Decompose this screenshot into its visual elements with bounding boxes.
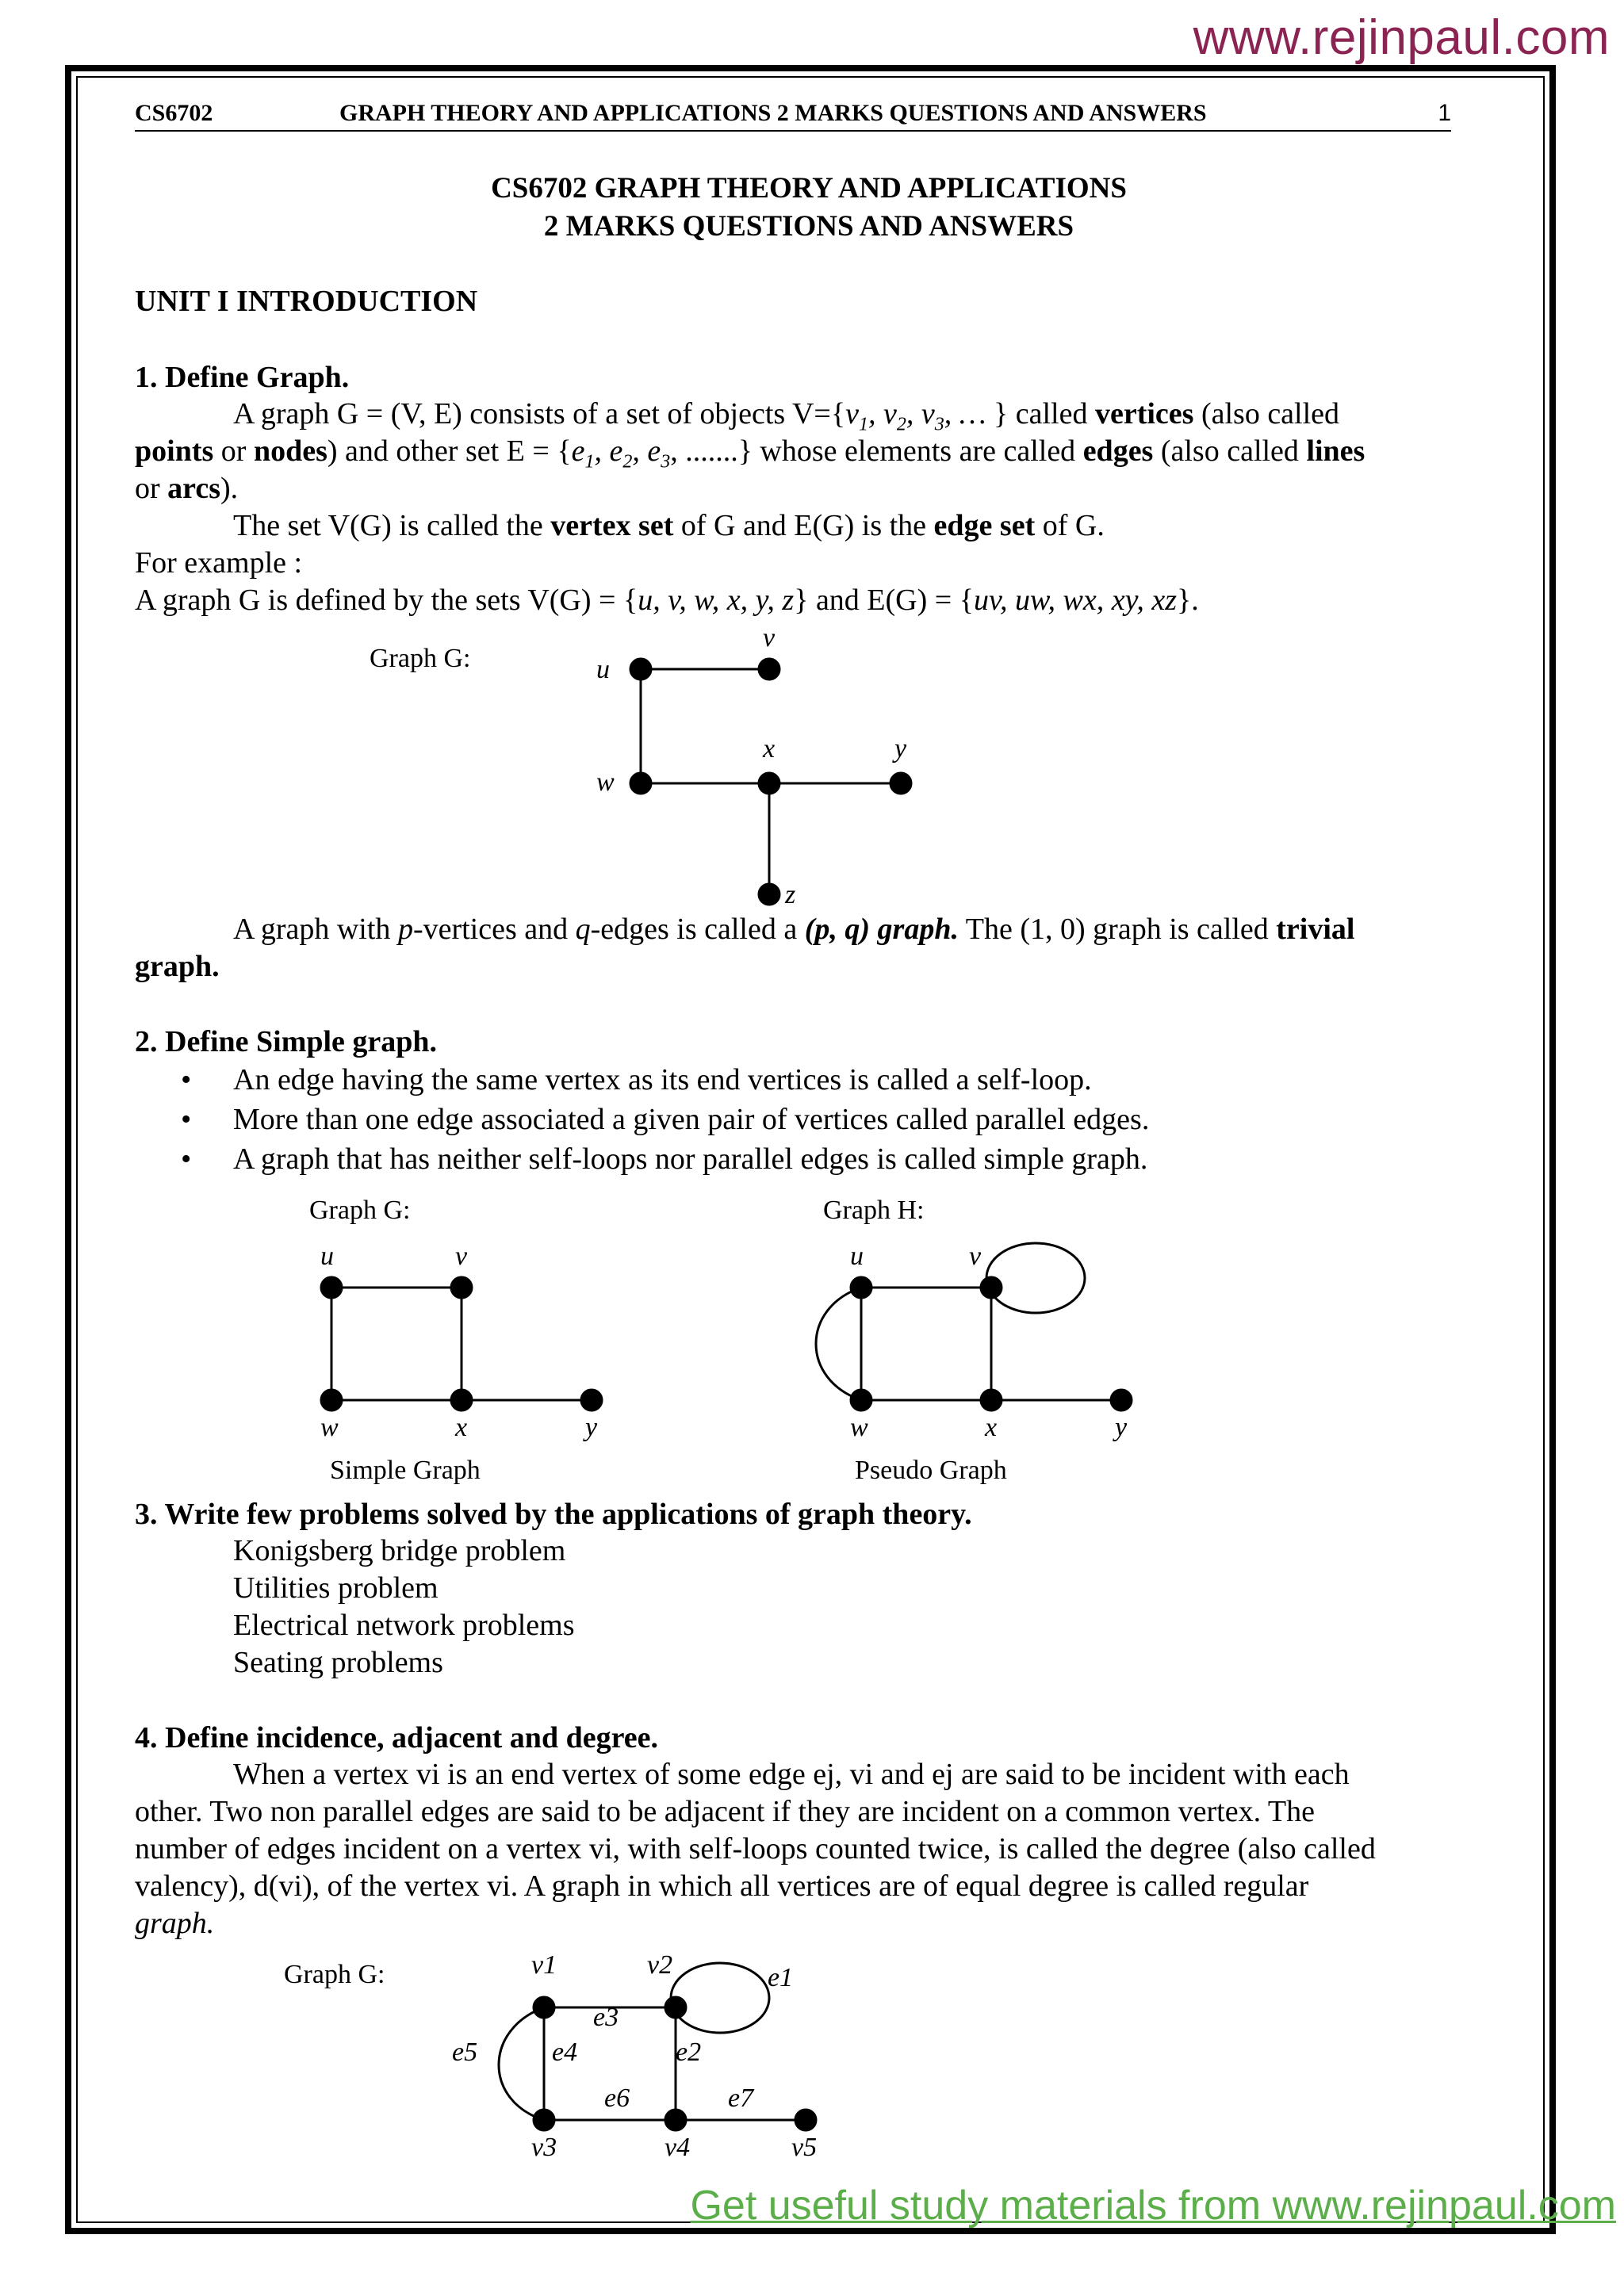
q1-label-w: w [596,767,615,797]
q2-g-label-w: w [320,1413,339,1442]
q4-line-2: other. Two non parallel edges are said to be adjacent if they are incident on a common vertex. The [135,1795,1315,1828]
q4-label-v4: v4 [665,2133,691,2162]
q2-bullet-1: An edge having the same vertex as its end vertices is called a self-loop. [233,1063,1092,1096]
q4-line-3: number of edges incident on a vertex vi, with self-loops counted twice, is called the degree (also called [135,1832,1376,1866]
vertex-u [630,659,651,679]
q4-label-v3: v3 [531,2133,557,2162]
q4-line-1: When a vertex vi is an end vertex of some edge ej, vi and ej are said to be incident with each [233,1758,1350,1791]
q2-bullet-3: A graph that has neither self-loops nor parallel edges is called simple graph. [233,1142,1148,1176]
q1-label-v: v [763,623,776,652]
bullet-marker: • [181,1142,192,1176]
q2-bullet-2: More than one edge associated a given pair of vertices called parallel edges. [233,1103,1150,1136]
q4-label-e3: e3 [593,2003,619,2032]
q2-h-label-x: x [985,1413,998,1442]
q2-simple-caption: Simple Graph [330,1456,481,1485]
q1-label-z: z [785,880,796,909]
doc-title-line1: CS6702 GRAPH THEORY AND APPLICATIONS [491,172,1127,205]
q2-graph-g-label: Graph G: [309,1196,411,1225]
q4-label-v5: v5 [791,2133,818,2162]
bullet-marker: • [181,1063,192,1096]
q1-para3-line2: graph. [135,950,220,983]
q2-g-label-x: x [455,1413,468,1442]
q1-para2: The set V(G) is called the vertex set of G and E(G) is the edge set of G. [233,509,1105,542]
q4-graph-label: Graph G: [284,1960,385,1989]
watermark-top[interactable]: www.rejinpaul.com [1193,10,1610,65]
q4-label-e5: e5 [452,2038,478,2067]
q1-graph-label: Graph G: [370,644,471,673]
q1-para1-line2: points or nodes) and other set $E = \{e_1$, $e_2$, $e_3$, .......} whose elements are called edges (also called lines [135,434,1365,473]
q3-item-4: Seating problems [233,1646,443,1679]
q1-label-y: y [894,734,907,763]
header-course-code: CS6702 [135,100,213,126]
bullet-marker: • [181,1103,192,1136]
q2-simple-graph [321,1277,602,1410]
q1-para3-line1: A graph with p-vertices and q-edges is called a (p, q) graph. The (1, 0) graph is called trivial [233,913,1355,946]
q4-label-v2: v2 [647,1950,673,1980]
q3-heading: 3. Write few problems solved by the applications of graph theory. [135,1498,972,1531]
q4-label-e6: e6 [604,2084,630,2113]
q2-h-label-u: u [850,1242,864,1271]
q2-h-label-y: y [1115,1413,1128,1442]
q2-graph-h-label: Graph H: [823,1196,925,1225]
q1-heading: 1. Define Graph. [135,361,350,394]
q4-label-v1: v1 [531,1950,557,1980]
q1-para1-line1: A graph G = (V, E) consists of a set of objects $V=\{v_1$, $v_2$, $v_3$, … } called vertices (also called [233,397,1340,435]
watermark-bottom[interactable]: Get useful study materials from www.rejinpaul.com [690,2183,1616,2229]
vertex-y [891,773,911,794]
q4-label-e2: e2 [676,2038,702,2067]
header-title: GRAPH THEORY AND APPLICATIONS 2 MARKS QUESTIONS AND ANSWERS [339,100,1207,126]
q1-label-u: u [596,655,610,684]
vertex-x [759,773,779,794]
vertex-z [759,884,779,905]
unit-heading: UNIT I INTRODUCTION [135,285,478,318]
q4-heading: 4. Define incidence, adjacent and degree. [135,1721,658,1755]
vertex-v [759,659,779,679]
q4-line-4: valency), d(vi), of the vertex vi. A graph in which all vertices are of equal degree is called regular [135,1869,1309,1903]
q2-g-label-y: y [585,1413,598,1442]
q3-item-2: Utilities problem [233,1571,439,1605]
q1-label-x: x [763,734,776,763]
q2-g-label-v: v [455,1242,468,1271]
q2-g-label-u: u [320,1242,334,1271]
doc-title-line2: 2 MARKS QUESTIONS AND ANSWERS [543,210,1074,243]
q2-heading: 2. Define Simple graph. [135,1025,438,1058]
page-number: 1 [1438,100,1451,126]
q4-label-e1: e1 [768,1963,794,1992]
q4-label-e4: e4 [552,2038,578,2067]
q2-h-label-w: w [850,1413,868,1442]
q3-item-3: Electrical network problems [233,1609,575,1642]
q3-item-1: Konigsberg bridge problem [233,1534,566,1567]
q1-example-label: For example : [135,546,303,580]
q1-graph [630,659,911,905]
q2-pseudo-caption: Pseudo Graph [855,1456,1007,1485]
q1-para1-line3: or arcs). [135,472,239,505]
q4-line-5: graph. [135,1907,215,1940]
q2-h-label-v: v [969,1242,982,1271]
q1-example-line: A graph G is defined by the sets V(G) = {u, v, w, x, y, z} and E(G) = {uv, uw, wx, xy, xz}. [135,584,1199,617]
vertex-w [630,773,651,794]
q4-label-e7: e7 [728,2084,754,2113]
